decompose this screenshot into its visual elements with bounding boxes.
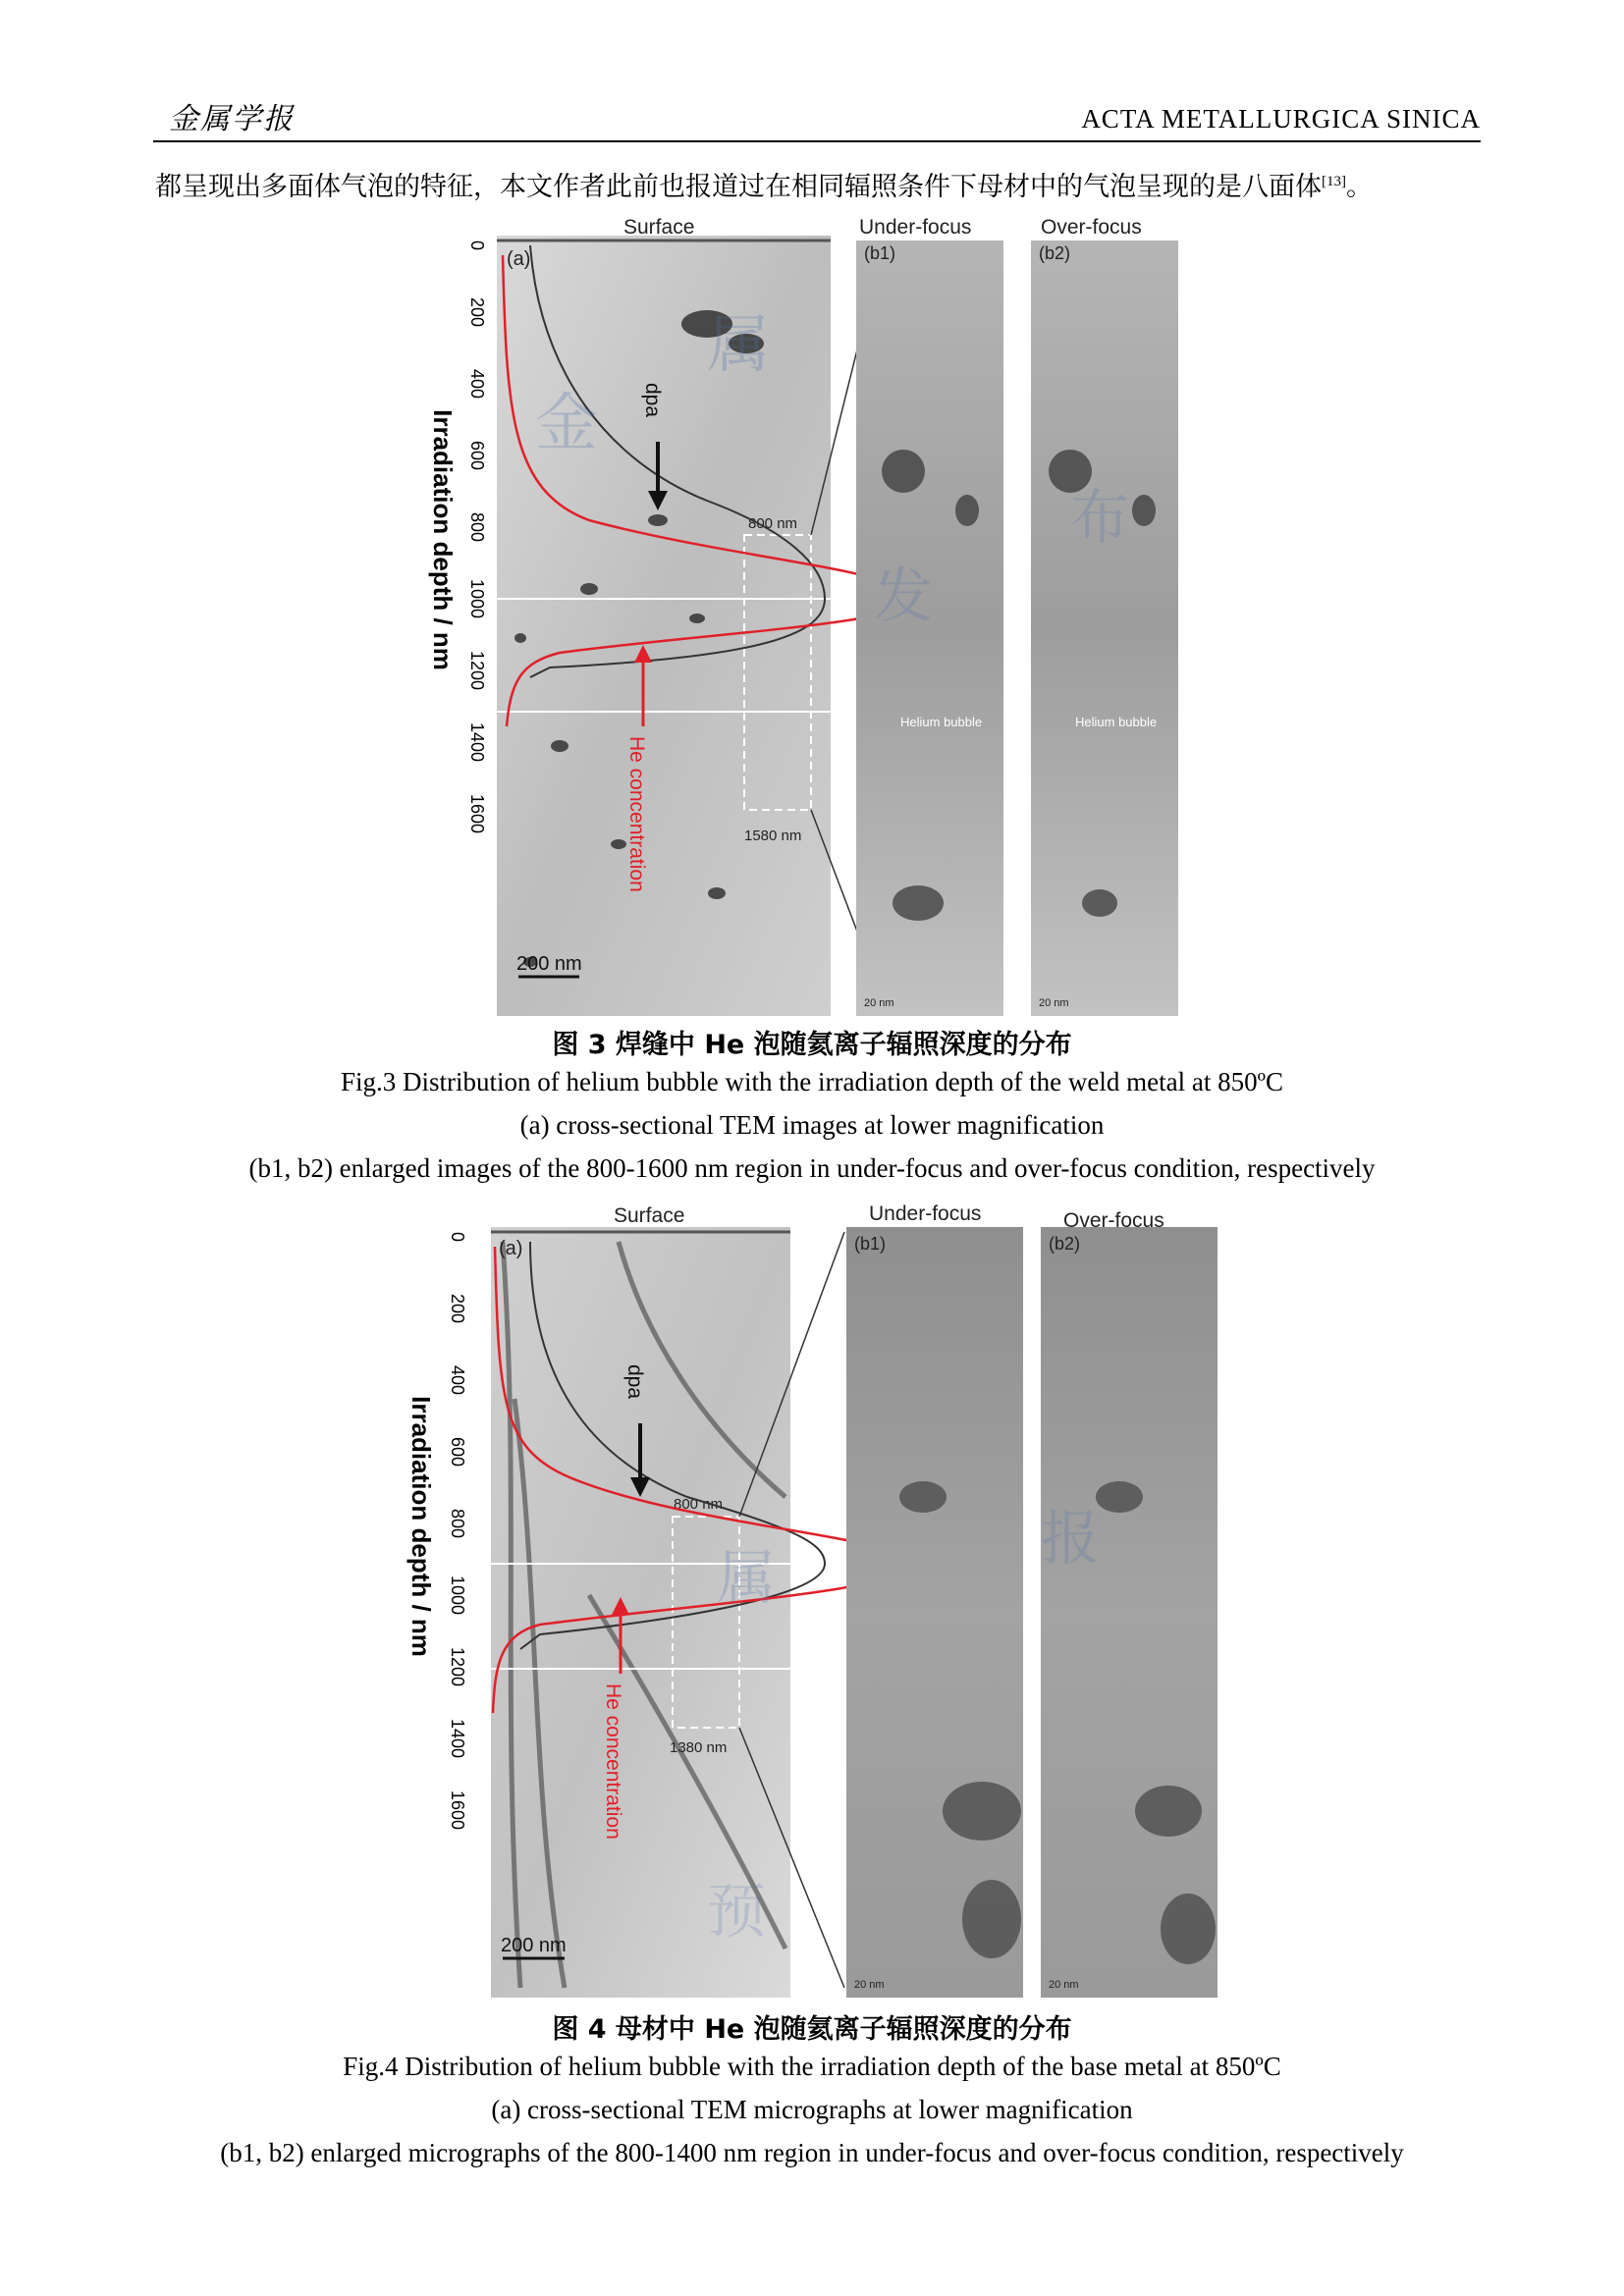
panel-a-label: (a) [507, 248, 531, 270]
over-focus-label: Over-focus [1041, 216, 1142, 239]
body-text-end: 。 [1346, 172, 1373, 202]
body-text: 都呈现出多面体气泡的特征，本文作者此前也报道过在相同辐照条件下母材中的气泡呈现的是八面体 [155, 172, 1322, 202]
fig3-caption-en-3: (b1, b2) enlarged images of the 800-1600 nm region in under-focus and over-focus condition, respectively [248, 1153, 1376, 1183]
watermark [717, 1531, 776, 1616]
axis-tick: 0 [467, 240, 487, 251]
region-top-label: 800 nm [748, 515, 798, 532]
watermark [1041, 1492, 1100, 1576]
axis-tick: 800 [467, 511, 487, 543]
scale-bar-label: 200 nm [501, 1935, 567, 1956]
journal-name: ACTA METALLURGICA SINICA [1081, 104, 1481, 133]
watermark-char: 金 [535, 388, 598, 460]
axis-tick: 600 [467, 440, 487, 471]
surface-label: Surface [623, 216, 695, 239]
dpa-label: dpa [623, 1364, 646, 1400]
header-rule [153, 140, 1481, 142]
scale-small-b1: 20 nm [854, 1979, 885, 1991]
over-focus-label: Over-focus [1063, 1209, 1164, 1232]
panel-b2-label: (b2) [1049, 1234, 1081, 1254]
body-text-line [155, 165, 1373, 203]
watermark-char: 报 [1041, 1505, 1100, 1574]
fig3-caption-en-2: (a) cross-sectional TEM images at lower magnification [519, 1110, 1105, 1140]
tem-image-a [497, 236, 831, 1016]
panel-b2-label: (b2) [1039, 243, 1071, 263]
axis-tick: 1000 [467, 578, 487, 619]
region-bottom-label: 1380 nm [670, 1739, 728, 1756]
panel-b1-label: (b1) [854, 1234, 887, 1254]
fig4-caption-en-3: (b1, b2) enlarged micrographs of the 800-1400 nm region in under-focus and over-focus condition, respectively [220, 2138, 1404, 2167]
watermark [707, 294, 770, 385]
axis-tick: 1600 [448, 1789, 467, 1831]
scale-bar-label: 200 nm [516, 953, 582, 975]
watermark-char: 发 [874, 562, 933, 631]
watermark-char: 布 [1070, 484, 1129, 553]
fig3-caption-cn: 图 3 焊缝中 He 泡随氦离子辐照深度的分布 [552, 1030, 1072, 1060]
fig4-caption-en-1: Fig.4 Distribution of helium bubble with the irradiation depth of the base metal at 850ºC [343, 2052, 1281, 2081]
watermark [874, 550, 933, 634]
axis-tick: 1200 [467, 650, 487, 691]
axis-tick: 1000 [448, 1575, 467, 1616]
figure-4 [393, 1202, 1237, 1998]
under-focus-label: Under-focus [869, 1202, 982, 1225]
he-concentration-label: He concentration [625, 736, 648, 892]
depth-axis [428, 240, 487, 833]
axis-tick: 1600 [467, 793, 487, 834]
watermark [1070, 471, 1129, 556]
axis-tick: 0 [448, 1231, 467, 1243]
watermark-char: 属 [717, 1544, 776, 1613]
figure-3 [412, 216, 1218, 1016]
axis-label: Irradiation depth / nm [428, 409, 458, 670]
axis-tick: 600 [448, 1436, 467, 1468]
fig4-caption-cn: 图 4 母材中 He 泡随氦离子辐照深度的分布 [552, 2014, 1072, 2045]
axis-tick: 400 [448, 1364, 467, 1396]
under-focus-label: Under-focus [859, 216, 972, 239]
panel-a-label: (a) [499, 1238, 523, 1259]
region-top-label: 800 nm [674, 1496, 724, 1513]
helium-bubble-label-b1: Helium bubble [900, 715, 983, 729]
region-bottom-label: 1580 nm [744, 828, 802, 844]
axis-tick: 800 [448, 1508, 467, 1539]
axis-tick: 200 [467, 296, 487, 328]
dpa-label: dpa [641, 383, 664, 418]
axis-tick: 200 [448, 1293, 467, 1324]
axis-label: Irradiation depth / nm [406, 1396, 436, 1657]
surface-label: Surface [614, 1204, 685, 1227]
watermark [707, 1865, 766, 1949]
reference-13: [13] [1322, 174, 1346, 189]
depth-axis [406, 1232, 467, 1830]
helium-bubble-label-b2: Helium bubble [1075, 715, 1158, 729]
watermark [535, 373, 598, 463]
tem-image-b2 [1041, 1227, 1218, 1998]
axis-tick: 1200 [448, 1646, 467, 1687]
watermark-char: 预 [707, 1878, 766, 1947]
fig3-caption-en-1: Fig.3 Distribution of helium bubble with the irradiation depth of the weld metal at 850ºC [341, 1067, 1283, 1096]
journal-logo: 金属学报 [169, 102, 295, 136]
panel-b1-label: (b1) [864, 243, 896, 263]
axis-tick: 400 [467, 368, 487, 400]
scale-small-b1: 20 nm [864, 997, 894, 1009]
fig4-caption-en-2: (a) cross-sectional TEM micrographs at lower magnification [491, 2095, 1133, 2124]
scale-small-b2: 20 nm [1049, 1979, 1079, 1991]
axis-tick: 1400 [467, 721, 487, 763]
scale-small-b2: 20 nm [1039, 997, 1069, 1009]
he-concentration-label: He concentration [602, 1683, 624, 1840]
watermark-char: 属 [707, 309, 770, 382]
axis-tick: 1400 [448, 1718, 467, 1759]
